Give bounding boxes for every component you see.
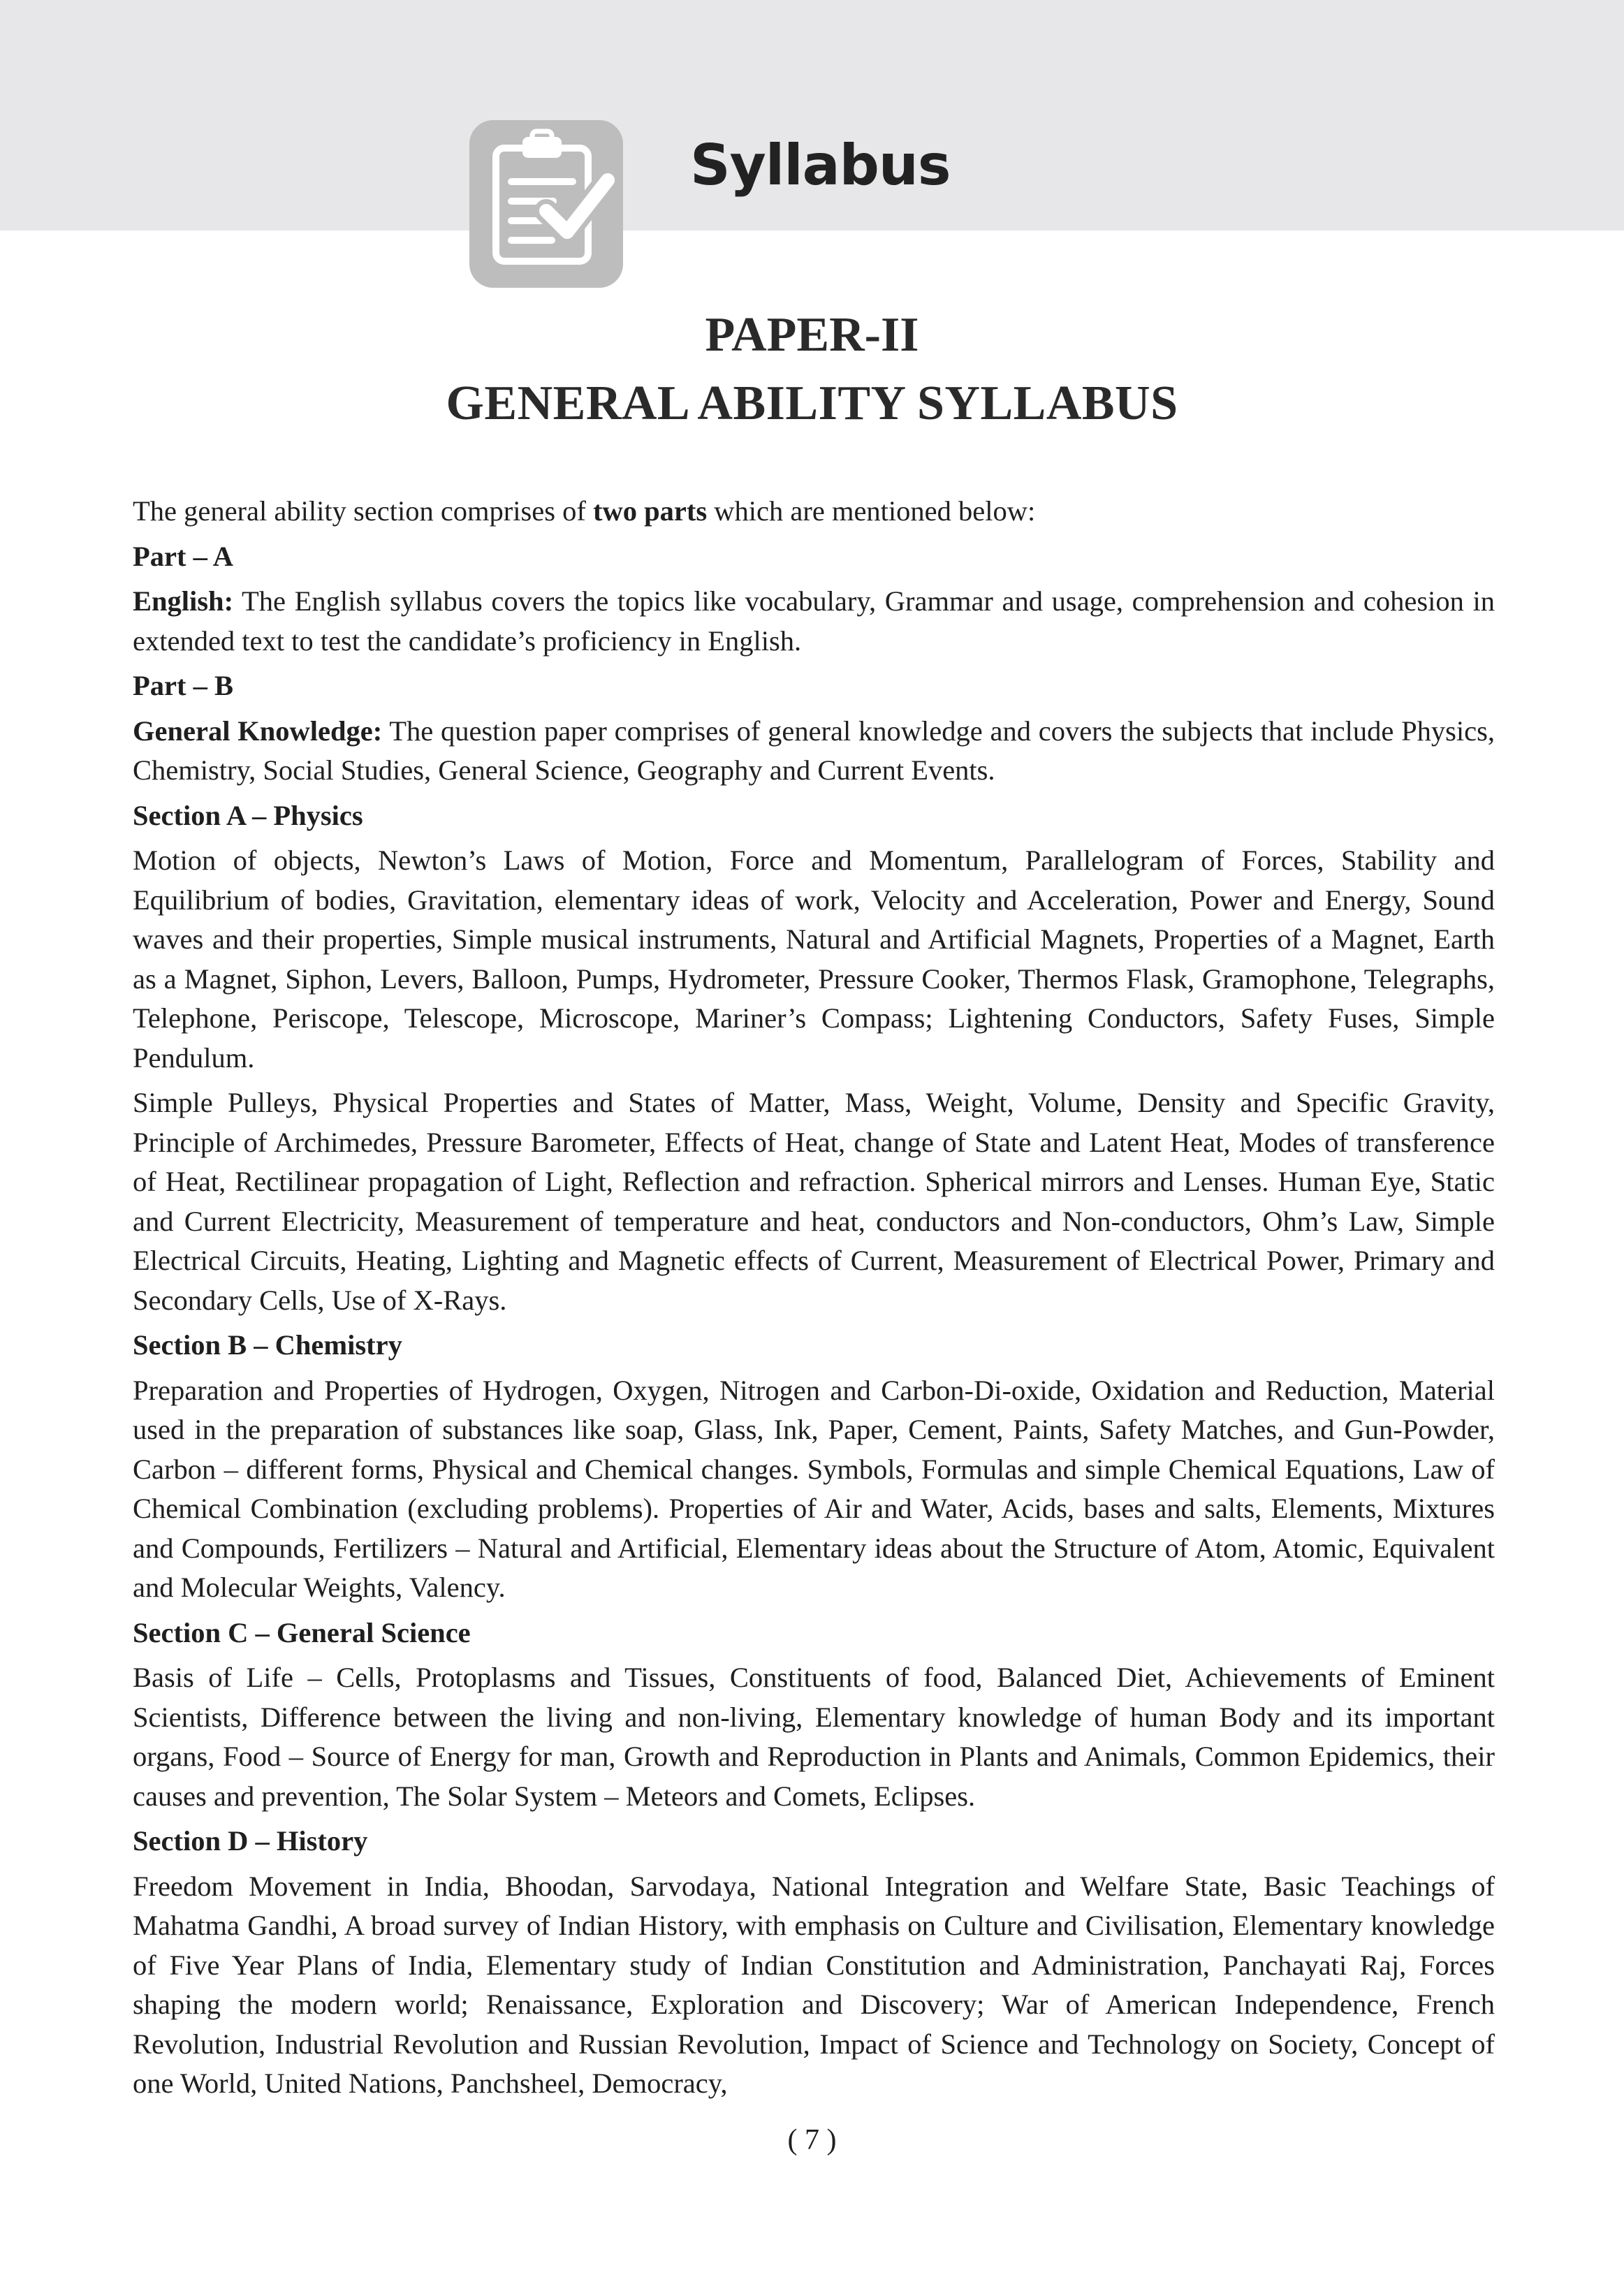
- paper-title: PAPER-II: [705, 308, 919, 362]
- part-b-heading: Part – B: [133, 670, 233, 701]
- section-c-paragraph: Basis of Life – Cells, Protoplasms and Tissues, Constituents of food, Balanced Diet, Achievements of Eminent Scientists, Difference between the living and non-living, Elementary knowledge of human Body and its important organs, Food – Source of Energy for man, Growth and Reproduction in Plants and Animals, Common Epidemics, their causes and prevention, The Solar System – Meteors and Comets, Eclipses.: [133, 1662, 1495, 1812]
- intro-paragraph: The general ability section comprises of two parts which are mentioned below:: [133, 495, 1036, 527]
- section-c-heading: Section C – General Science: [133, 1616, 471, 1648]
- part-a-paragraph: English: The English syllabus covers the topics like vocabulary, Grammar and usage, comprehension and cohesion in extended text to test the candidate’s proficiency in English.: [133, 585, 1495, 657]
- page-number: ( 7 ): [787, 2124, 837, 2156]
- section-d-paragraph: Freedom Movement in India, Bhoodan, Sarvodaya, National Integration and Welfare State, Basic Teachings of Mahatma Gandhi, A broad survey of Indian History, with emphasis on Culture and Civilisation, Elementary knowledge of Five Year Plans of India, Elementary study of Indian Constitution and Administration, Panchayati Raj, Forces shaping the modern world; Renaissance, Exploration and Discovery; War of American Independence, French Revolution, Industrial Revolution and Russian Revolution, Impact of Science and Technology on Society, Concept of one World, United Nations, Panchsheel, Democracy,: [133, 1870, 1495, 2099]
- part-b-paragraph: General Knowledge: The question paper comprises of general knowledge and covers the subjects that include Physics, Chemistry, Social Studies, General Science, Geography and Current Events.: [133, 715, 1495, 786]
- syllabus-content: [133, 492, 1495, 2109]
- part-a-heading: Part – A: [133, 540, 233, 572]
- clipboard-check-icon: [469, 120, 623, 288]
- section-b-paragraph: Preparation and Properties of Hydrogen, Oxygen, Nitrogen and Carbon-Di-oxide, Oxidation and Reduction, Material used in the preparation of substances like soap, Glass, Ink, Paper, Cement, Paints, Safety Matches, and Gun-Powder, Carbon – different forms, Physical and Chemical changes. Symbols, Formulas and simple Chemical Equations, Law of Chemical Combination (excluding problems). Properties of Air and Water, Acids, bases and salts, Elements, Mixtures and Compounds, Fertilizers – Natural and Artificial, Elementary ideas about the Structure of Atom, Atomic, Equivalent and Molecular Weights, Valency.: [133, 1374, 1495, 1603]
- section-a-paragraph-2: Simple Pulleys, Physical Properties and States of Matter, Mass, Weight, Volume, Density and Specific Gravity, Principle of Archimedes, Pressure Barometer, Effects of Heat, change of State and Latent Heat, Modes of transference of Heat, Rectilinear propagation of Light, Reflection and refraction. Spherical mirrors and Lenses. Human Eye, Static and Current Electricity, Measurement of temperature and heat, conductors and Non-conductors, Ohm’s Law, Simple Electrical Circuits, Heating, Lighting and Magnetic effects of Current, Measurement of Electrical Power, Primary and Secondary Cells, Use of X-Rays.: [133, 1087, 1495, 1316]
- section-d-heading: Section D – History: [133, 1825, 368, 1857]
- section-a-paragraph-1: Motion of objects, Newton’s Laws of Motion, Force and Momentum, Parallelogram of Forces, Stability and Equilibrium of bodies, Gravitation, elementary ideas of work, Velocity and Acceleration, Power and Energy, Sound waves and their properties, Simple musical instruments, Natural and Artificial Magnets, Properties of a Magnet, Earth as a Magnet, Siphon, Levers, Balloon, Pumps, Hydrometer, Pressure Cooker, Thermos Flask, Gramophone, Telegraphs, Telephone, Periscope, Telescope, Microscope, Mariner’s Compass; Lightening Conductors, Safety Fuses, Simple Pendulum.: [133, 844, 1495, 1074]
- paper-subtitle: GENERAL ABILITY SYLLABUS: [446, 376, 1178, 430]
- header-title: Syllabus: [690, 133, 951, 198]
- section-a-heading: Section A – Physics: [133, 799, 363, 831]
- section-b-heading: Section B – Chemistry: [133, 1329, 402, 1361]
